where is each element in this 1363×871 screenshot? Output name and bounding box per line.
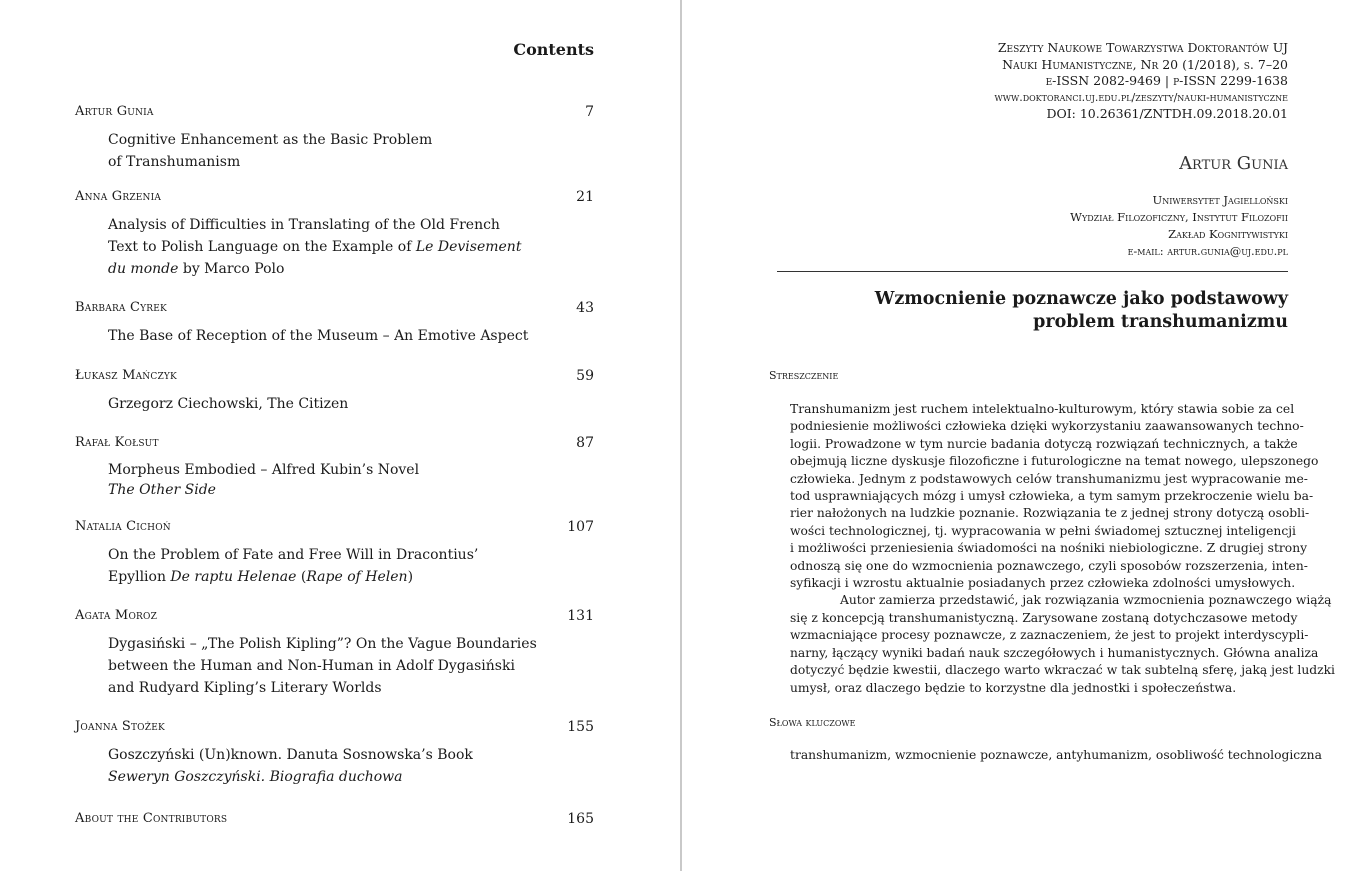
toc-page-number: 59 xyxy=(576,368,594,384)
journal-line: www.doktoranci.uj.edu.pl/zeszyty/nauki-humanistyczne xyxy=(994,90,1288,104)
toc-page-number: 131 xyxy=(567,608,594,624)
abstract-label: Streszczenie xyxy=(769,369,839,382)
author-affiliation xyxy=(1070,192,1288,260)
toc-author: Artur Gunia xyxy=(75,104,154,119)
toc-article-title: On the Problem of Fate and Free Will in Dracontius’ Epyllion De raptu Helenae (Rape of Helen) xyxy=(108,547,479,585)
abstract-line: się z koncepcją transhumanistyczną. Zarysowane zostaną dotychczasowe metody xyxy=(790,610,1298,625)
article-author: Artur Gunia xyxy=(1179,153,1288,174)
journal-info xyxy=(995,40,1288,123)
affiliation-line: Uniwersytet Jagielloński xyxy=(1152,193,1288,207)
toc-page-number: 155 xyxy=(567,719,594,735)
abstract-line: logii. Prowadzone w tym nurcie badania dotyczą rozwiązań technicznych, a także xyxy=(790,436,1298,451)
toc-author: Łukasz Mańczyk xyxy=(75,368,177,383)
abstract-line: wości technologicznej, tj. wypracowania w pełni świadomej sztucznej inteligencji xyxy=(790,523,1296,538)
article-title-line: Wzmocnienie poznawcze jako podstawowy xyxy=(874,289,1288,309)
journal-line: DOI: 10.26361/ZNTDH.09.2018.20.01 xyxy=(1046,106,1288,121)
toc-author: Anna Grzenia xyxy=(75,189,162,204)
toc-article-title: Dygasiński – „The Polish Kipling”? On the Vague Boundaries between the Human and Non-Human in Adolf Dygasiński and Rudyard Kipling’s Literary Worlds xyxy=(108,636,537,696)
article-title xyxy=(875,288,1288,334)
journal-line: Zeszyty Naukowe Towarzystwa Doktorantów UJ xyxy=(997,40,1288,55)
abstract-line: i możliwości przeniesienia świadomości na nośniki niebiologiczne. Z drugiej strony xyxy=(790,541,1308,556)
toc-article-title: Grzegorz Ciechowski, The Citizen xyxy=(108,396,349,412)
toc-article-title: Morpheus Embodied – Alfred Kubin’s Novel The Other Side xyxy=(108,462,420,498)
toc-page-number: 43 xyxy=(576,300,594,316)
abstract-line: dotyczyć będzie kwestii, dlaczego warto wkraczać w tak subtelną sferę, jaką jest ludzki xyxy=(790,663,1335,678)
toc-page-number: 7 xyxy=(585,104,594,120)
contents-heading: Contents xyxy=(513,40,594,59)
abstract-line: Autor zamierza przedstawić, jak rozwiązania wzmocnienia poznawczego wiążą xyxy=(840,593,1332,608)
toc-page-number: 107 xyxy=(567,519,594,535)
abstract-line: podniesienie możliwości człowieka dzięki wykorzystaniu zaawansowanych techno- xyxy=(790,419,1304,434)
toc-page-number: 21 xyxy=(576,189,594,205)
keywords-label: Słowa kluczowe xyxy=(769,716,856,729)
abstract-line: umysł, oraz dlaczego będzie to korzystne dla jednostki i społeczeństwa. xyxy=(790,680,1237,695)
article-page xyxy=(682,0,1363,871)
abstract-line: syfikacji i wzrostu aktualnie posiadanych przez człowieka zdolności umysłowych. xyxy=(790,576,1296,591)
toc-article-title: The Base of Reception of the Museum – An Emotive Aspect xyxy=(108,328,529,344)
toc-article-title: Goszczyński (Un)known. Danuta Sosnowska’s Book Seweryn Goszczyński. Biografia duchowa xyxy=(108,747,473,785)
toc-author: About the Contributors xyxy=(75,811,228,826)
abstract-line: narny, łączący wyniki badań nauk szczegółowych i humanistycznych. Główna analiza xyxy=(790,645,1319,660)
article-title-line: problem transhumanizmu xyxy=(1033,312,1288,332)
abstract-line: tod usprawniających mózg i umysł człowieka, a tym samym przekroczenie wielu ba- xyxy=(790,489,1314,504)
toc-author: Barbara Cyrek xyxy=(75,300,167,315)
toc-author: Joanna Stożek xyxy=(75,719,165,734)
toc-author: Agata Moroz xyxy=(75,608,158,623)
header-rule xyxy=(777,271,1288,272)
toc-author: Natalia Cichoń xyxy=(75,519,171,534)
contents-page xyxy=(0,0,680,871)
author-email: e-mail: artur.gunia@uj.edu.pl xyxy=(1127,244,1288,258)
affiliation-line: Wydział Filozoficzny, Instytut Filozofii xyxy=(1070,210,1288,224)
abstract-line: rier nałożonych na ludzkie poznanie. Rozwiązania te z jednej strony dotyczą osobli- xyxy=(790,506,1310,521)
affiliation-line: Zakład Kognitywistyki xyxy=(1168,227,1288,241)
abstract-line: człowieka. Jednym z podstawowych celów transhumanizmu jest wypracowanie me- xyxy=(790,471,1308,486)
abstract-line: wzmacniające procesy poznawcze, z zaznaczeniem, że jest to projekt interdyscypli- xyxy=(790,628,1309,643)
toc-article-title: Cognitive Enhancement as the Basic Problem of Transhumanism xyxy=(108,132,433,170)
toc-article-title: Analysis of Difficulties in Translating of the Old French Text to Polish Language on the Example of Le Devisement du monde by Marco Polo xyxy=(108,217,522,277)
journal-line: e-ISSN 2082-9469 | p-ISSN 2299-1638 xyxy=(1045,73,1288,88)
abstract-text xyxy=(790,401,1335,697)
toc-page-number: 87 xyxy=(576,435,594,451)
toc-author: Rafał Kołsut xyxy=(75,435,159,450)
abstract-line: odnoszą się one do wzmocnienia poznawczego, czyli sposobów rozszerzenia, inten- xyxy=(790,558,1308,573)
keywords-text: transhumanizm, wzmocnienie poznawcze, antyhumanizm, osobliwość technologiczna xyxy=(790,748,1322,762)
abstract-line: Transhumanizm jest ruchem intelektualno-kulturowym, który stawia sobie za cel xyxy=(790,402,1295,416)
journal-line: Nauki Humanistyczne, Nr 20 (1/2018), s. 7–20 xyxy=(1002,56,1288,72)
toc-page-number: 165 xyxy=(567,811,594,827)
abstract-line: obejmują liczne dyskusje filozoficzne i futurologiczne na temat nowego, ulepszonego xyxy=(790,454,1319,469)
